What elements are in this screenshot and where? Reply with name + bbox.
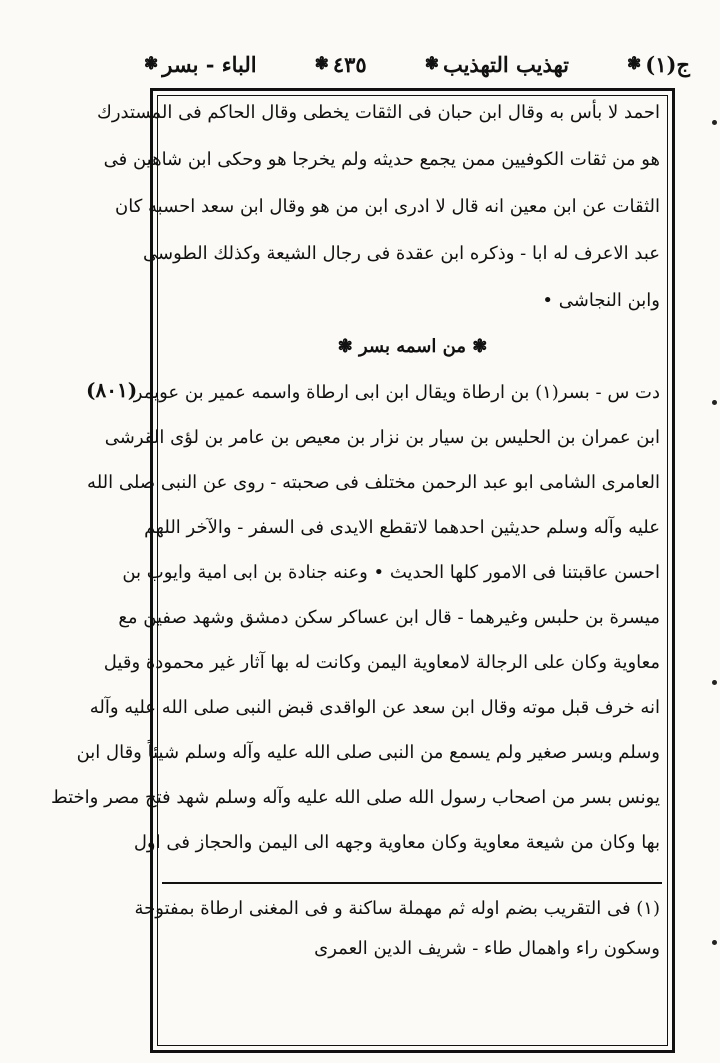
- section-heading-text: من اسمه بسر: [358, 336, 466, 357]
- footnote-line: وسكون راء واهمال طاء - شريف الدين العمرى: [314, 938, 660, 959]
- text-line: معاوية وكان على الرجالة لامعاوية اليمن وكانت له بها آثار غير محمودة وقيل: [103, 652, 660, 673]
- header-section: الباء - بسر: [162, 51, 257, 77]
- text-line: وابن النجاشى •: [542, 290, 660, 311]
- header-section-seg: [140, 52, 257, 77]
- text-line: هو من ثقات الكوفيين ممن يجمع حديثه ولم يخرجا هو وحكى ابن شاهين فى: [103, 149, 660, 170]
- ornament-icon: ❃: [424, 54, 439, 74]
- text-line: انه خرف قبل موته وقال ابن سعد عن الواقدى قبض النبى صلى الله عليه وآله: [89, 697, 660, 718]
- text-line: العامرى الشامى ابو عبد الرحمن مختلف فى صحبته - روى عن النبى صلى الله: [87, 472, 660, 493]
- text-line: وسلم وبسر صغير ولم يسمع من النبى صلى الله عليه وآله وسلم شيئاً وقال ابن: [76, 742, 660, 763]
- header-volume: ج(١): [645, 51, 690, 77]
- header-book-seg: [421, 52, 569, 77]
- footnote-line: (١) فى التقريب بضم اوله ثم مهملة ساكنة و فى المغنى ارطاة بمفتوحة: [134, 898, 660, 919]
- text-line: يونس بسر من اصحاب رسول الله صلى الله عليه وآله وسلم شهد فتح مصر واختط: [51, 787, 660, 808]
- header-book-title: تهذيب التهذيب: [442, 51, 570, 77]
- text-line: ابن عمران بن الحليس بن سيار بن نزار بن معيص بن عامر بن لؤى القرشى: [104, 427, 660, 448]
- header-volume-seg: [623, 52, 690, 77]
- ornament-icon: ❃: [314, 54, 329, 74]
- text-line: عليه وآله وسلم حديثين احدهما لاتقطع الايدى فى السفر - والآخر اللهم: [144, 517, 660, 538]
- header-page-seg: [311, 52, 367, 77]
- scan-speck: [712, 400, 717, 405]
- text-line: عبد الاعرف له ابا - وذكره ابن عقدة فى رجال الشيعة وكذلك الطوسى: [143, 243, 660, 264]
- text-line: احمد لا بأس به وقال ابن حبان فى الثقات يخطى وقال الحاكم فى المستدرك: [96, 102, 660, 123]
- text-line: ميسرة بن حلبس وغيرهما - قال ابن عساكر سكن دمشق وشهد صفين مع: [118, 607, 660, 628]
- scan-speck: [712, 940, 717, 945]
- footnote-separator: [162, 882, 662, 884]
- ornament-icon: ❃: [337, 336, 353, 357]
- running-header: [140, 44, 690, 84]
- scan-speck: [712, 680, 717, 685]
- ornament-icon: ❃: [472, 336, 488, 357]
- entry-number: (٨٠١): [86, 378, 138, 402]
- text-line: بها وكان من شيعة معاوية وكان معاوية وجهه الى اليمن والحجاز فى اول: [133, 832, 660, 853]
- ornament-icon: ❃: [627, 54, 642, 74]
- ornament-icon: ❃: [144, 54, 159, 74]
- header-page-number: ٤٣٥: [332, 51, 367, 77]
- text-line: احسن عاقبتنا فى الامور كلها الحديث • وعنه جنادة بن ابى امية وايوب بن: [122, 562, 660, 583]
- scan-speck: [712, 120, 717, 125]
- section-heading: [153, 336, 672, 357]
- text-line: دت س - بسر(١) بن ارطاة ويقال ابن ابى ارطاة واسمه عمير بن عويمر: [133, 382, 660, 403]
- text-line: الثقات عن ابن معين انه قال لا ادرى ابن من هو وقال ابن سعد احسبه كان: [115, 196, 660, 217]
